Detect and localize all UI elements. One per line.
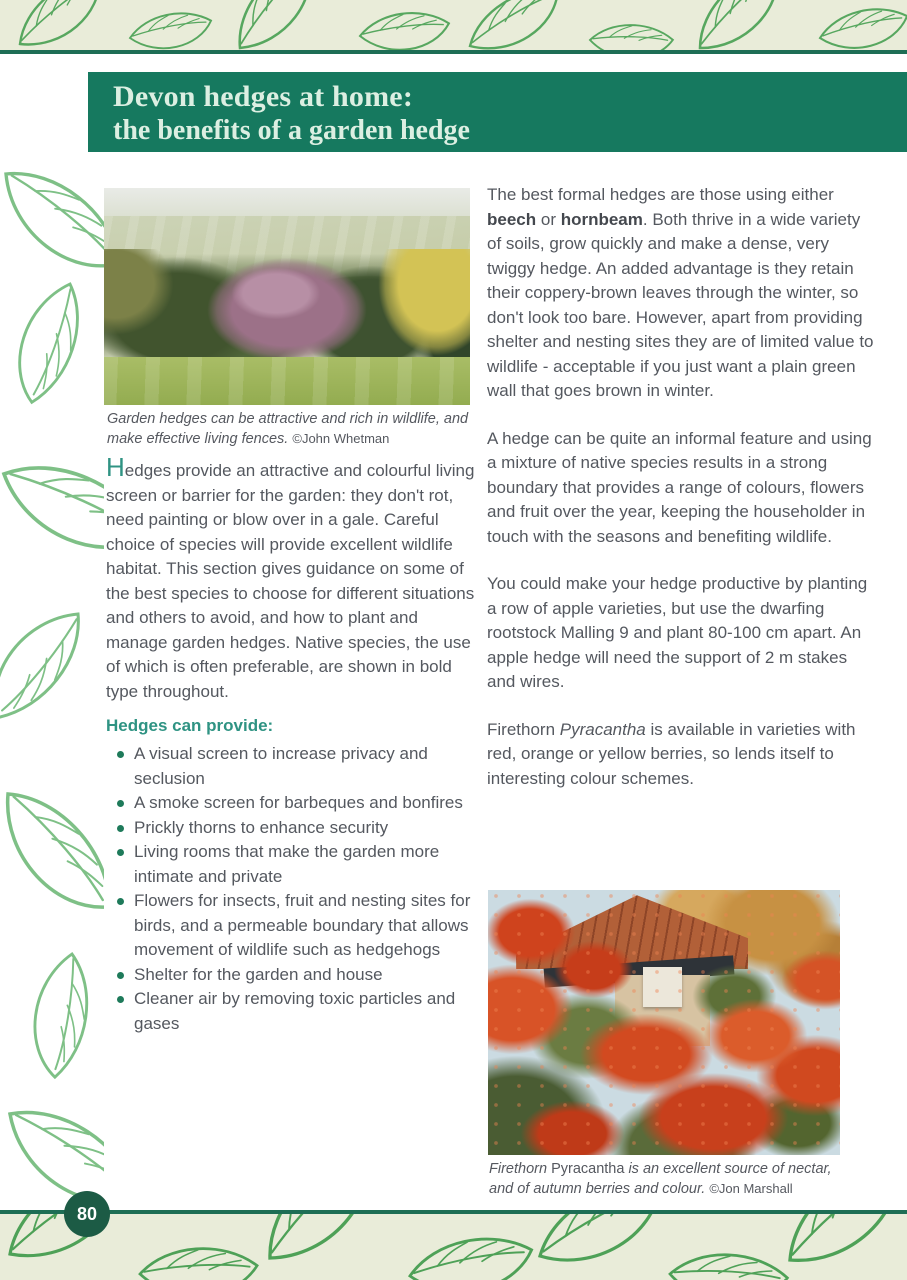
leaf-art	[0, 0, 907, 50]
bottom-leaf-band	[0, 1214, 907, 1280]
leaf-art	[0, 54, 104, 1210]
top-divider-line	[0, 50, 907, 54]
latin-name: Pyracantha	[551, 1161, 625, 1177]
top-leaf-band	[0, 0, 907, 50]
list-item: Cleaner air by removing toxic particles and gases	[106, 987, 482, 1036]
leaf-art	[0, 1214, 907, 1280]
paragraph-firethorn	[487, 718, 879, 792]
text-run: is available in varieties with red, orange or yellow berries, so lends itself to interesting colour schemes.	[487, 719, 856, 788]
list-item: Shelter for the garden and house	[106, 963, 482, 988]
caption-text: Firethorn	[489, 1161, 552, 1177]
latin-name: Pyracantha	[559, 719, 646, 739]
list-item: Flowers for insects, fruit and nesting sites for birds, and a permeable boundary that allows movement of wildlife such as hedgehogs	[106, 889, 482, 963]
bold-species: hornbeam	[560, 209, 643, 229]
text-run: or	[536, 209, 561, 229]
page-title-banner	[88, 72, 907, 152]
firethorn-photo	[488, 890, 840, 1155]
caption-text: is an excellent source of nectar, and of autumn berries and colour.	[489, 1161, 832, 1197]
garden-hedge-caption	[107, 410, 479, 449]
paragraph-apple-hedge: You could make your hedge productive by planting a row of apple varieties, but use the dwarfing rootstock Malling 9 and plant 80-100 cm apart. An apple hedge will need the support of 2 m stakes and wires.	[487, 574, 868, 691]
left-leaf-border	[0, 54, 104, 1210]
list-item: Living rooms that make the garden more intimate and private	[106, 840, 482, 889]
right-column	[487, 183, 879, 814]
text-run: Firethorn	[487, 719, 560, 739]
intro-text: edges provide an attractive and colourful living screen or barrier for the garden: they don't rot, need painting or blow over in a gale. Careful choice of species will provide excellent wildlife habitat. This section gives guidance on some of the best species to choose for different situations and others to avoid, and how to plant and manage garden hedges. Native species, the use of which is often preferable, are shown in bold type throughout.	[106, 461, 475, 701]
bold-species: beech	[487, 209, 537, 229]
text-run: The best formal hedges are those using either	[487, 185, 834, 204]
photo-credit: ©John Whetman	[292, 431, 390, 446]
benefits-list	[106, 742, 482, 1036]
text-run: . Both thrive in a wide variety of soils, grow quickly and make a dense, very twiggy hedge. An added advantage is they retain their coppery-brown leaves through the winter, so don't look too bare. However, apart from providing shelter and nesting sites they are of limited value to wildlife - acceptable if you just want a plain green wall that goes brown in winter.	[487, 209, 874, 400]
garden-hedge-photo	[104, 188, 470, 405]
page-title-line1: Devon hedges at home:	[113, 80, 414, 113]
photo-credit: ©Jon Marshall	[709, 1181, 793, 1196]
page-number-badge	[64, 1191, 110, 1237]
firethorn-caption	[489, 1160, 855, 1199]
list-item: A visual screen to increase privacy and seclusion	[106, 742, 482, 791]
paragraph-informal-hedge: A hedge can be quite an informal feature and using a mixture of native species results in a strong boundary that provides a range of colours, flowers and fruit over the year, keeping the householder in touch with the seasons and benefiting wildlife.	[487, 428, 872, 546]
list-item: A smoke screen for barbeques and bonfires	[106, 791, 482, 816]
intro-paragraph	[106, 452, 476, 704]
photo-hedge	[104, 249, 470, 366]
drop-cap: H	[106, 452, 125, 482]
photo-berry-texture	[488, 890, 840, 1155]
caption-text: Garden hedges can be attractive and rich in wildlife, and make effective living fences.	[107, 411, 469, 447]
bottom-divider-line	[0, 1210, 907, 1214]
page-title-line2: the benefits of a garden hedge	[113, 115, 470, 146]
photo-lawn	[104, 357, 470, 405]
page-number: 80	[76, 1203, 98, 1224]
list-item: Prickly thorns to enhance security	[106, 816, 482, 841]
paragraph-formal-hedges	[487, 183, 879, 404]
list-heading: Hedges can provide:	[106, 716, 274, 735]
